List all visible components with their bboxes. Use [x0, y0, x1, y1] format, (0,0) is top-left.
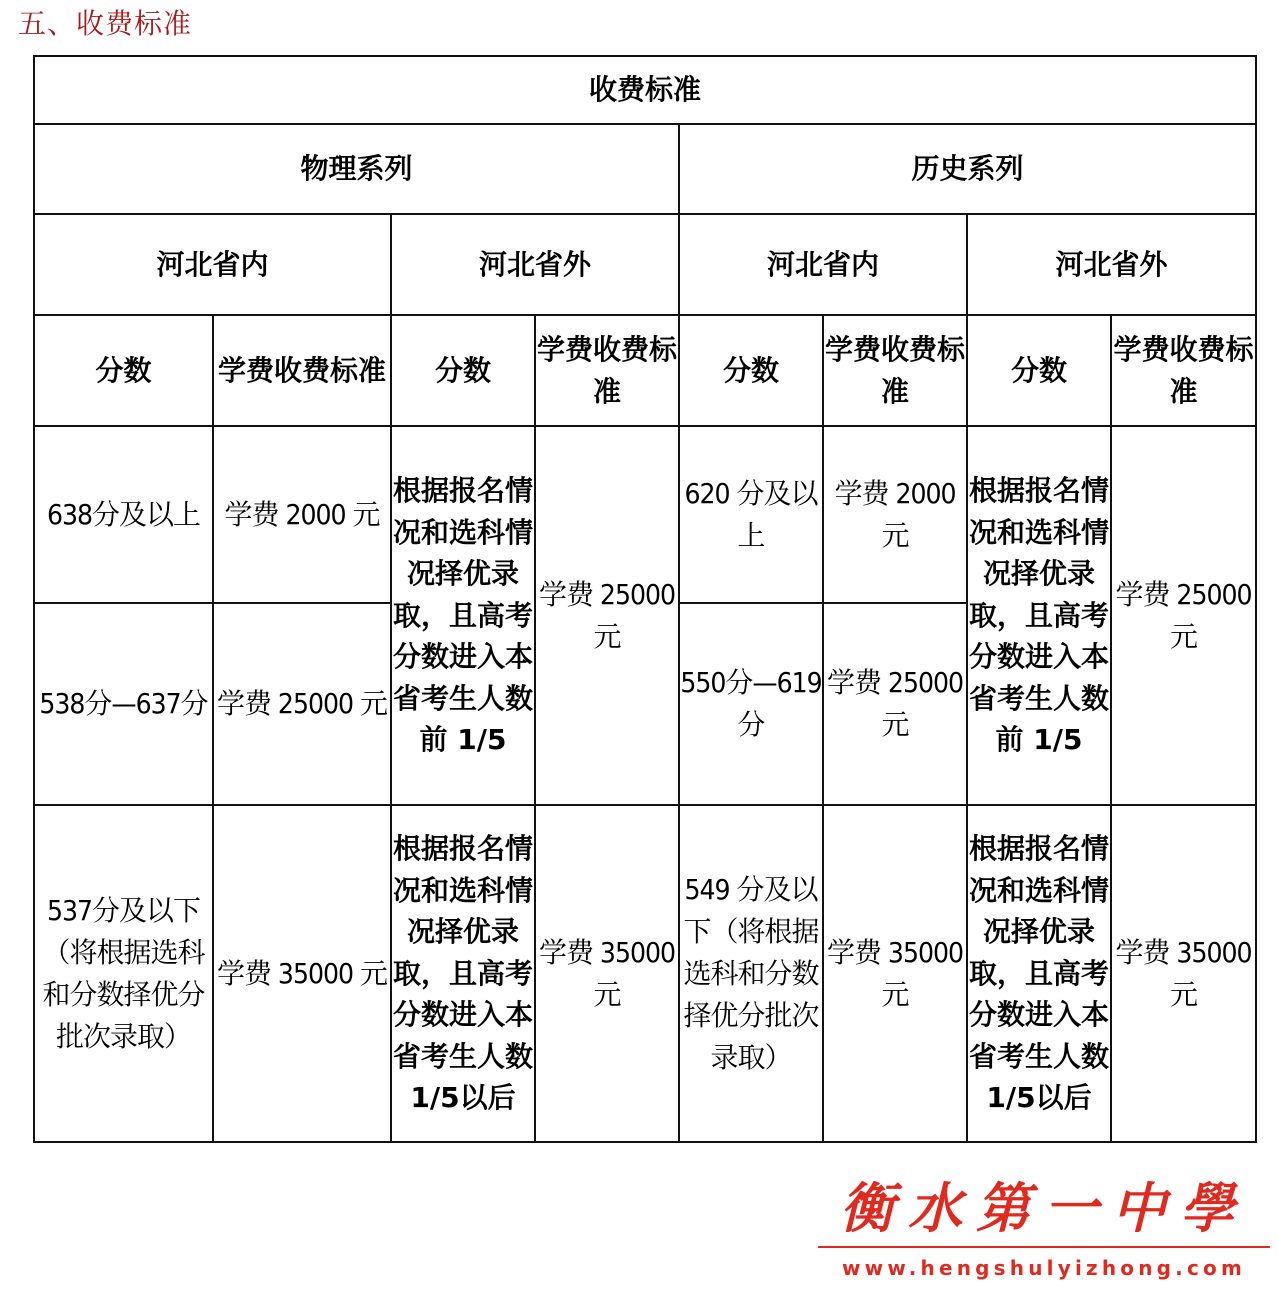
col-header-fee: 学费收费标准	[1111, 315, 1256, 426]
history-in-fee: 学费 25000 元	[823, 603, 967, 805]
history-in-score: 620 分及以上	[679, 426, 823, 603]
physics-in-fee: 学费 35000 元	[213, 805, 391, 1142]
col-header-fee: 学费收费标准	[213, 315, 391, 426]
history-in-fee: 学费 35000 元	[823, 805, 967, 1142]
table-title: 收费标准	[34, 56, 1256, 124]
section-heading: 五、收费标准	[18, 7, 193, 40]
physics-out-criteria: 根据报名情况和选科情况择优录取，且高考分数进入本省考生人数 1/5以后	[391, 805, 535, 1142]
col-header-fee: 学费收费标准	[535, 315, 679, 426]
fee-standard-table	[33, 55, 1257, 1143]
physics-in-fee: 学费 2000 元	[213, 426, 391, 603]
physics-in-score: 537分及以下（将根据选科和分数择优分批次录取）	[34, 805, 213, 1142]
stream-header-history: 历史系列	[679, 124, 1256, 214]
school-logo-url: www.hengshulyizhong.com	[841, 1256, 1247, 1280]
history-out-fee: 学费 35000 元	[1111, 805, 1256, 1142]
col-header-score: 分数	[967, 315, 1111, 426]
col-header-score: 分数	[679, 315, 823, 426]
physics-in-score: 538分—637分	[34, 603, 213, 805]
col-header-score: 分数	[391, 315, 535, 426]
region-header-physics-in: 河北省内	[34, 214, 391, 315]
col-header-score: 分数	[34, 315, 213, 426]
history-in-score: 549 分及以下（将根据选科和分数择优分批次录取）	[679, 805, 823, 1142]
physics-in-fee: 学费 25000 元	[213, 603, 391, 805]
history-in-score: 550分—619分	[679, 603, 823, 805]
history-in-fee: 学费 2000 元	[823, 426, 967, 603]
region-header-history-out: 河北省外	[967, 214, 1256, 315]
region-header-history-in: 河北省内	[679, 214, 967, 315]
physics-out-fee: 学费 35000 元	[535, 805, 679, 1142]
table-row	[34, 426, 1256, 603]
physics-in-score: 638分及以上	[34, 426, 213, 603]
region-header-physics-out: 河北省外	[391, 214, 679, 315]
history-out-fee: 学费 25000 元	[1111, 426, 1256, 805]
physics-out-criteria: 根据报名情况和选科情况择优录取，且高考分数进入本省考生人数前 1/5	[391, 426, 535, 805]
table-row	[34, 805, 1256, 1142]
stream-header-physics: 物理系列	[34, 124, 679, 214]
school-logo-name: 衡水第一中學	[840, 1176, 1248, 1240]
logo-divider	[818, 1246, 1270, 1248]
history-out-criteria: 根据报名情况和选科情况择优录取，且高考分数进入本省考生人数 1/5以后	[967, 805, 1111, 1142]
physics-out-fee: 学费 25000 元	[535, 426, 679, 805]
school-logo	[816, 1176, 1272, 1280]
history-out-criteria: 根据报名情况和选科情况择优录取，且高考分数进入本省考生人数前 1/5	[967, 426, 1111, 805]
col-header-fee: 学费收费标准	[823, 315, 967, 426]
